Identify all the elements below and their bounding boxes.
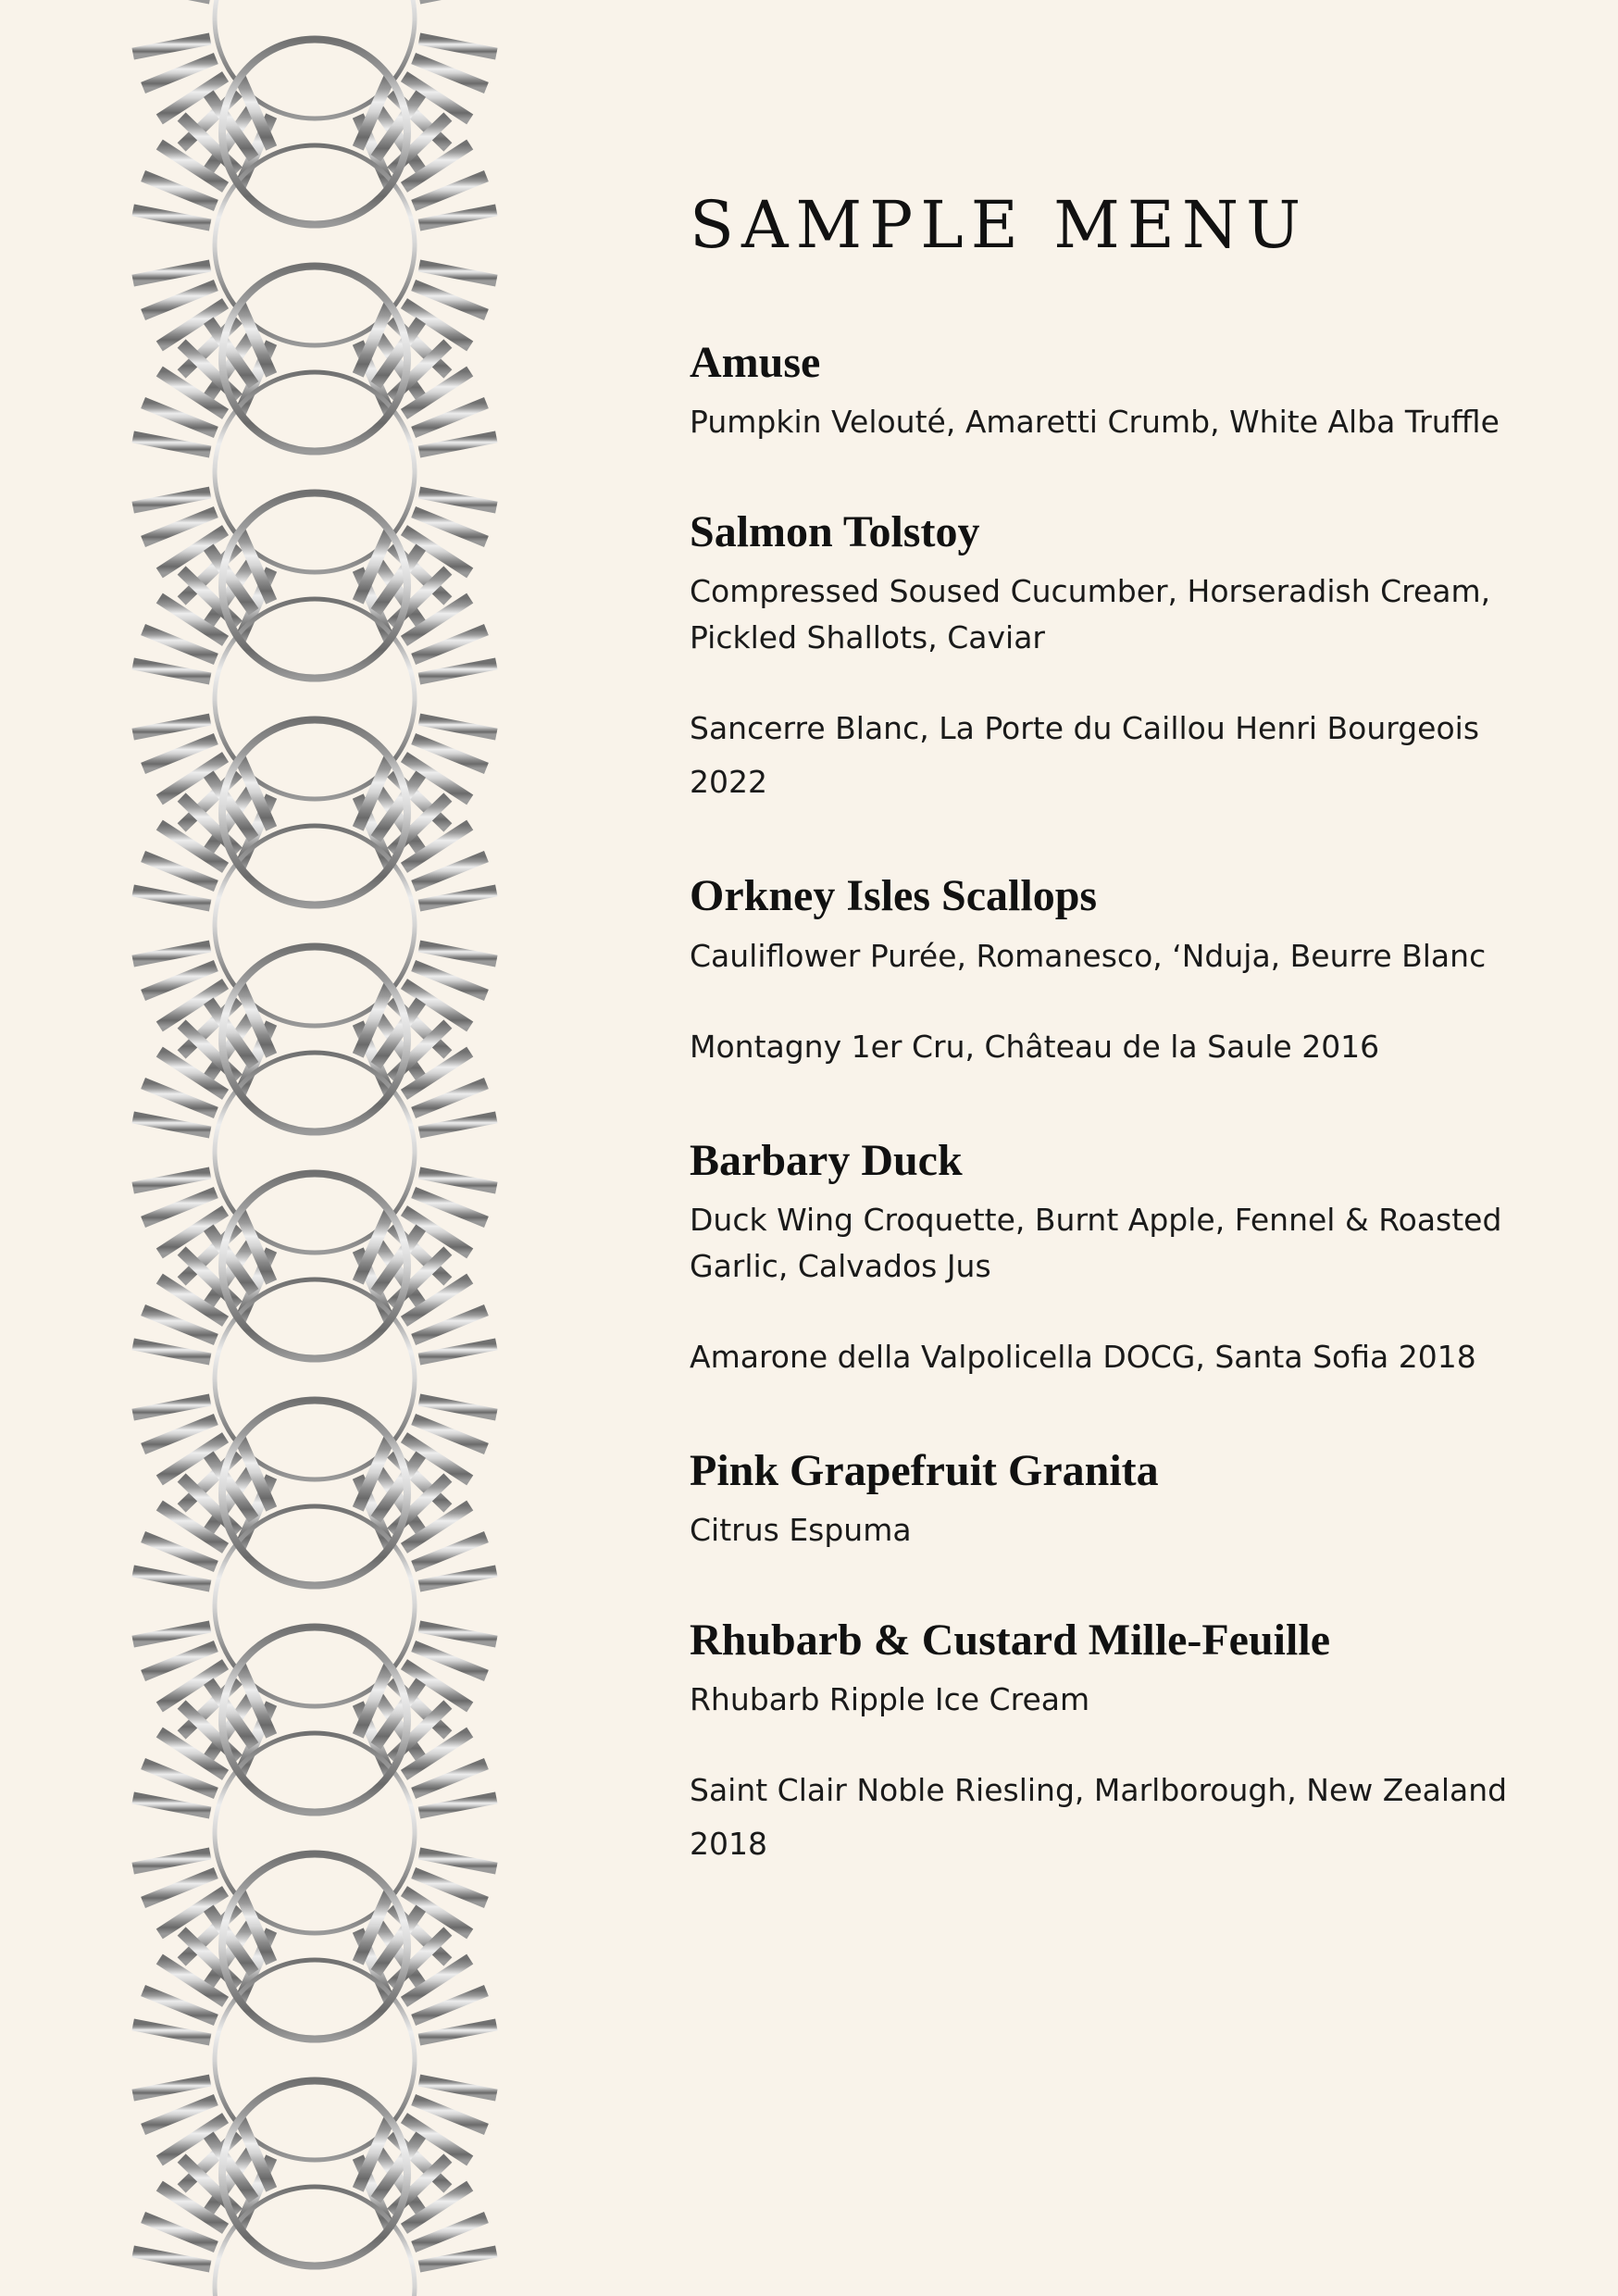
inner-ring bbox=[222, 1174, 407, 1359]
fan-ray bbox=[419, 1400, 496, 1415]
fan-ray bbox=[133, 1571, 210, 1586]
wine-pairing: Saint Clair Noble Riesling, Marlborough, New Zealand 2018 bbox=[690, 1772, 1508, 1863]
fan-ray bbox=[419, 1853, 496, 1868]
inner-ring bbox=[222, 2081, 407, 2266]
course-item bbox=[690, 337, 1523, 445]
fan-ray bbox=[133, 210, 210, 225]
inner-ring bbox=[222, 720, 407, 905]
fan-ray bbox=[419, 39, 496, 54]
fan-ray bbox=[419, 891, 496, 905]
fan-ray bbox=[419, 1117, 496, 1132]
fan-ray bbox=[419, 1173, 496, 1188]
course-description: Rhubarb Ripple Ice Cream bbox=[690, 1681, 1090, 1718]
fan-ray bbox=[419, 2025, 496, 2040]
fan-ray bbox=[419, 2080, 496, 2095]
fan-ray bbox=[133, 493, 210, 507]
fan-ray bbox=[419, 719, 496, 734]
wine-pairing: Sancerre Blanc, La Porte du Caillou Henri Bourgeois 2022 bbox=[690, 710, 1480, 801]
fan-ray bbox=[133, 266, 210, 281]
fan-ray bbox=[133, 946, 210, 961]
menu-title: SAMPLE MENU bbox=[690, 187, 1309, 263]
course-name: Barbary Duck bbox=[690, 1135, 963, 1185]
course-description: Duck Wing Croquette, Burnt Apple, Fennel & Roasted Garlic, Calvados Jus bbox=[690, 1201, 1502, 1284]
fan-ray bbox=[419, 437, 496, 452]
course-description: Citrus Espuma bbox=[690, 1511, 912, 1548]
fan-ray bbox=[419, 1798, 496, 1813]
course-description: Compressed Soused Cucumber, Horseradish Cream, Pickled Shallots, Caviar bbox=[690, 573, 1491, 656]
fan-ray bbox=[419, 1627, 496, 1641]
inner-ring bbox=[222, 493, 407, 679]
course-item bbox=[690, 1135, 1523, 1384]
fan-ray bbox=[133, 1344, 210, 1359]
course-name: Rhubarb & Custard Mille-Feuille bbox=[690, 1615, 1330, 1665]
fan-ray bbox=[133, 1798, 210, 1813]
course-item bbox=[690, 1445, 1523, 1554]
course-name: Amuse bbox=[690, 338, 821, 387]
fan-ray bbox=[133, 1627, 210, 1641]
fan-ray bbox=[133, 2080, 210, 2095]
course-description: Cauliflower Purée, Romanesco, ‘Nduja, Beurre Blanc bbox=[690, 937, 1487, 974]
course-item bbox=[690, 1615, 1523, 1871]
fan-ray bbox=[133, 719, 210, 734]
fan-ray bbox=[133, 1400, 210, 1415]
course-description: Pumpkin Velouté, Amaretti Crumb, White Alba Truffle bbox=[690, 404, 1500, 441]
course-item bbox=[690, 506, 1523, 809]
fan-ray bbox=[133, 2025, 210, 2040]
fan-ray bbox=[419, 946, 496, 961]
inner-ring bbox=[222, 267, 407, 452]
inner-ring bbox=[222, 40, 407, 225]
fan-ray bbox=[133, 2252, 210, 2266]
course-item bbox=[690, 870, 1523, 1073]
fan-ray bbox=[419, 210, 496, 225]
menu bbox=[690, 187, 1523, 1932]
fan-ray bbox=[133, 1173, 210, 1188]
inner-ring bbox=[222, 1401, 407, 1586]
inner-ring bbox=[222, 947, 407, 1132]
fan-ray bbox=[133, 39, 210, 54]
course-name: Orkney Isles Scallops bbox=[690, 871, 1098, 921]
wine-pairing: Amarone della Valpolicella DOCG, Santa Sofia 2018 bbox=[690, 1338, 1476, 1375]
fan-ray bbox=[419, 493, 496, 507]
inner-ring bbox=[222, 1854, 407, 2040]
fan-ray bbox=[133, 1117, 210, 1132]
fan-ray bbox=[419, 1344, 496, 1359]
fan-ray bbox=[419, 1571, 496, 1586]
fan-ray bbox=[133, 664, 210, 679]
fan-ray bbox=[419, 266, 496, 281]
fan-ray bbox=[133, 437, 210, 452]
inner-ring bbox=[222, 1628, 407, 1813]
fan-ray bbox=[419, 664, 496, 679]
fan-ray bbox=[419, 2252, 496, 2266]
wine-pairing: Montagny 1er Cru, Château de la Saule 2016 bbox=[690, 1028, 1380, 1065]
art-deco-fan-ornament bbox=[120, 0, 509, 2296]
course-name: Pink Grapefruit Granita bbox=[690, 1445, 1159, 1495]
fan-ray bbox=[133, 891, 210, 905]
fan-ray bbox=[133, 1853, 210, 1868]
course-name: Salmon Tolstoy bbox=[690, 507, 980, 557]
